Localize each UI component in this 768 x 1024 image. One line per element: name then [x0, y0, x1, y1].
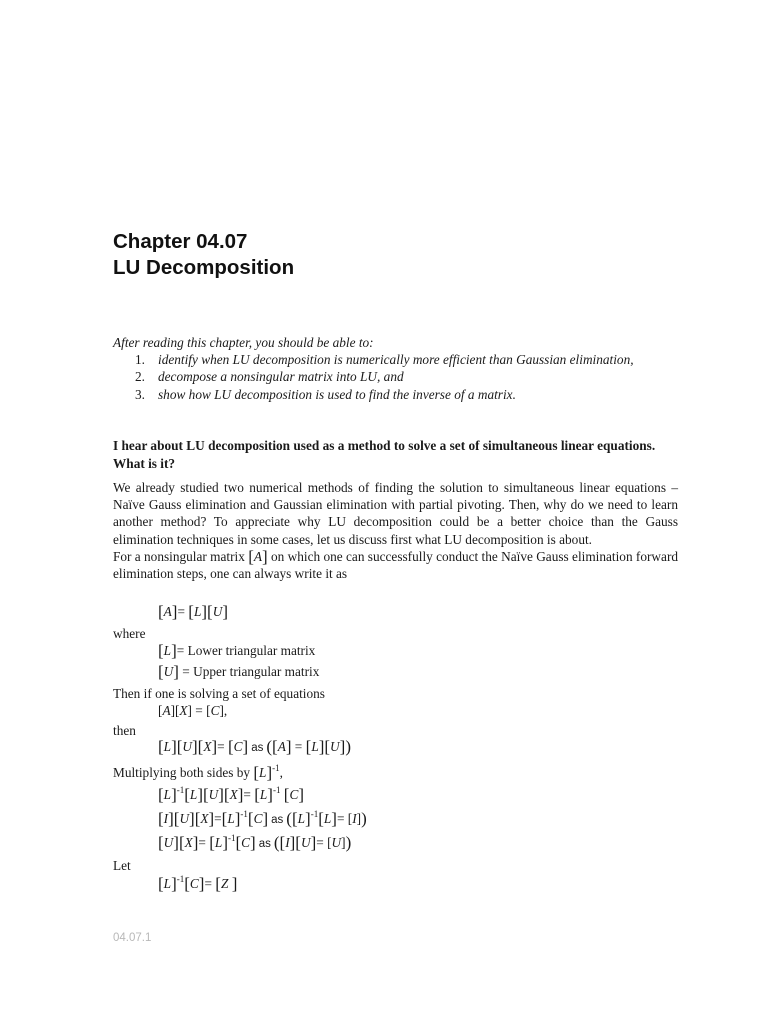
paragraph-1: We already studied two numerical methods of finding the solution to simultaneous linear equations – Naïve Gauss elimination and Gaussian elimination with partial pivoting. Then, why do we need to learn another method? To appreciate why LU decomposition could be a better choice than the Gauss elimination techniques in some cases, let us discuss first what LU decomposition is about. [113, 480, 678, 547]
equation-ax-equals-c: [A][X] = [C], [158, 703, 228, 718]
equation-z: $[L]^{-1}[C]= [Z$ ] [158, 874, 238, 893]
page-number: 04.07.1 [113, 932, 152, 944]
objective-item: 3. show how LU decomposition is used to find the inverse of a matrix. [135, 386, 516, 402]
paragraph-2: For a nonsingular matrix [A] on which one can successfully conduct the Naïve Gauss elimination forward elimination steps, one can always write it as [113, 546, 679, 582]
upper-triangular-definition: [U] = Upper triangular matrix [158, 662, 320, 681]
objectives-list [113, 351, 678, 403]
objectives-intro: After reading this chapter, you should be able to: [113, 335, 374, 350]
chapter-name: LU Decomposition [113, 256, 295, 279]
let-text: Let [113, 858, 131, 873]
section-heading: I hear about LU decomposition used as a method to solve a set of simultaneous linear equations. What is it? [113, 438, 656, 471]
equation-lux-equals-c: [L][U][X]= [C] as ([A] = [L][U]) [158, 737, 351, 756]
learning-objectives [113, 334, 678, 403]
chapter-number: Chapter 04.07 [113, 230, 248, 253]
objective-item: 2. decompose a nonsingular matrix into LU, and [135, 369, 404, 385]
equation-a-equals-lu: [A]= [L][U] [158, 602, 228, 621]
equation-linv-lux: $[L]^{-1}[L][U][X]= [L]^{-1}$ [C] [158, 785, 305, 804]
equation-iux: $[I][U][X]=[L]^{-1}[C]$ as $([L]^{-1}[L]= [I])$ [158, 809, 367, 828]
objective-item: 1. identify when LU decomposition is numerically more efficient than Gaussian elimination, [135, 352, 634, 368]
where-text: where [113, 626, 146, 641]
body-text [113, 479, 678, 582]
multiplying-text: Multiplying both sides by $[L]^{-1}$, [113, 763, 283, 782]
lower-triangular-definition: [L]= Lower triangular matrix [158, 641, 316, 660]
then-text: then [113, 723, 136, 738]
chapter-title [113, 229, 294, 281]
equation-ux: $[U][X]= [L]^{-1}[C]$ as ([I][U]= [U]) [158, 833, 352, 852]
then-if-text: Then if one is solving a set of equations [113, 686, 325, 701]
